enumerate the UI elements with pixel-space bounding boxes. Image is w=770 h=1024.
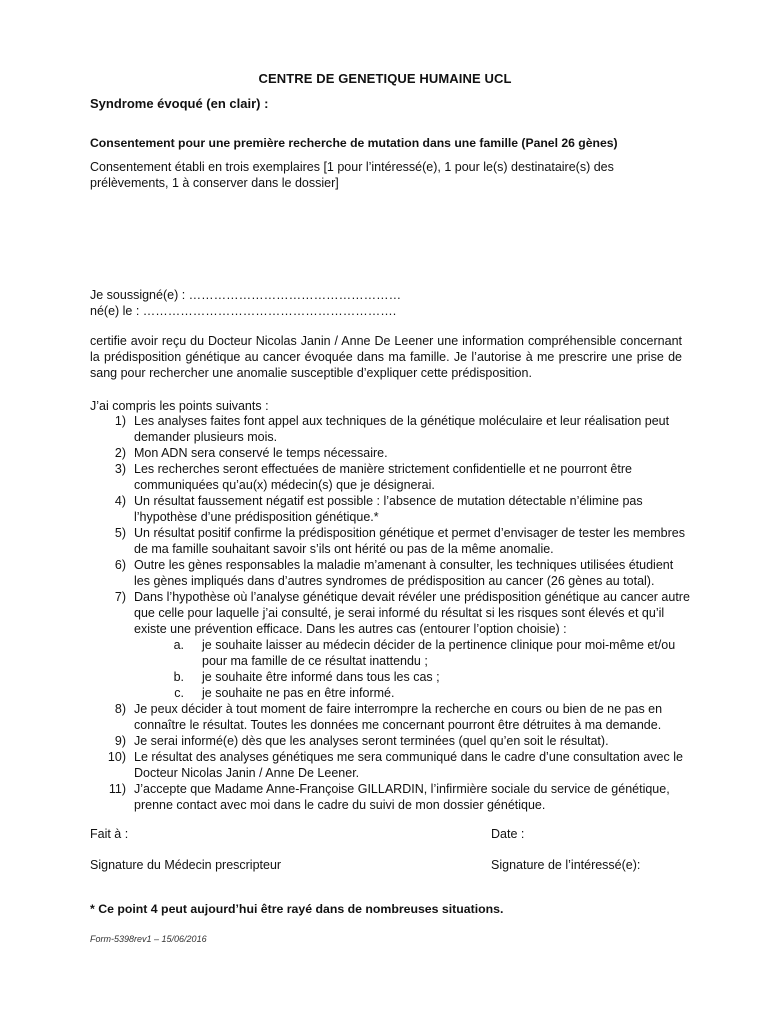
list-item [90, 701, 690, 733]
option-b[interactable] [134, 669, 690, 685]
page-title: CENTRE DE GENETIQUE HUMAINE UCL [258, 71, 512, 86]
date-field: Date : [491, 827, 525, 841]
item-number: 6) [114, 558, 126, 572]
copies-statement: Consentement établi en trois exemplaires [1 pour l’intéressé(e), 1 pour le(s) destinataire(s) des prélèvements, 1 à conserver dans le dossier] [90, 160, 614, 190]
list-item [90, 781, 690, 813]
list-item [90, 461, 690, 493]
item-text: Dans l’hypothèse où l’analyse génétique devait révéler une prédisposition génétique au cancer autre que celle pour laquelle j’ai consulté, je serai informé du résultat si les risques sont élevés et qu’il existe une prévention efficace. Dans les autres cas (entourer l’option choisie) : [134, 590, 690, 636]
item-number: 9) [114, 734, 126, 748]
physician-signature-label: Signature du Médecin prescripteur [90, 858, 282, 872]
option-text: je souhaite laisser au médecin décider de la pertinence clinique pour moi-même et/ou pour ma famille de ce résultat inattendu ; [202, 638, 676, 668]
points-list [90, 413, 690, 813]
item-text: Un résultat faussement négatif est possible : l’absence de mutation détectable n’élimine pas l’hypothèse d’une prédisposition génétique.* [134, 494, 643, 524]
option-letter: a. [173, 638, 184, 652]
item-number: 10) [107, 750, 126, 764]
option-letter: c. [174, 686, 184, 700]
item-text: Outre les gènes responsables la maladie m’amenant à consulter, les techniques utilisées étudient les gènes impliqués dans d’autres syndromes de prédisposition au cancer (26 gènes au total). [134, 558, 674, 588]
list-item [90, 557, 690, 589]
option-a[interactable] [134, 637, 690, 669]
form-reference: Form-5398rev1 – 15/06/2016 [90, 934, 207, 944]
item-text: Les analyses faites font appel aux techniques de la génétique moléculaire et leur réalisation peut demander plusieurs mois. [134, 414, 670, 444]
item-text: Les recherches seront effectuées de manière strictement confidentielle et ne pourront être communiquées qu’au(x) médecin(s) que je désignerai. [134, 462, 632, 492]
item-text: Le résultat des analyses génétiques me sera communiqué dans le cadre d’une consultation avec le Docteur Nicolas Janin / Anne De Leener. [134, 750, 683, 780]
item-number: 4) [114, 494, 126, 508]
item-text: Un résultat positif confirme la prédisposition génétique et permet d’envisager de tester les membres de ma famille souhaitant savoir s’ils ont hérité ou pas de la même anomalie. [134, 526, 685, 556]
item-text: Je serai informé(e) dès que les analyses seront terminées (quel qu’en soit le résultat). [134, 734, 609, 748]
item-text: J’accepte que Madame Anne-Françoise GILLARDIN, l’infirmière sociale du service de génétique, prenne contact avec moi dans le cadre du suivi de mon dossier génétique. [134, 782, 670, 812]
list-item [90, 525, 690, 557]
item-number: 7) [114, 590, 126, 604]
option-letter: b. [173, 670, 184, 684]
option-text: je souhaite ne pas en être informé. [202, 686, 395, 700]
option-c[interactable] [134, 685, 690, 701]
option-text: je souhaite être informé dans tous les cas ; [202, 670, 440, 684]
list-item [90, 493, 690, 525]
list-item [90, 733, 690, 749]
item-number: 5) [114, 526, 126, 540]
list-item [90, 589, 690, 701]
syndrome-heading: Syndrome évoqué (en clair) : [90, 96, 269, 111]
birthdate-field: né(e) le : ……………………………………………………. [90, 304, 397, 318]
item-number: 3) [114, 462, 126, 476]
item-text: Mon ADN sera conservé le temps nécessaire. [134, 446, 388, 460]
footnote: * Ce point 4 peut aujourd’hui être rayé dans de nombreuses situations. [90, 902, 504, 916]
undersigned-field: Je soussigné(e) : …………………………………………… [90, 288, 402, 302]
list-item [90, 445, 690, 461]
certification-paragraph: certifie avoir reçu du Docteur Nicolas Janin / Anne De Leener une information compréhensible concernant la prédisposition génétique au cancer évoquée dans ma famille. Je l’autorise à me prescrire une prise de sang pour rechercher une anomalie susceptible d’expliquer cette prédisposition. [90, 334, 682, 380]
item-number: 2) [114, 446, 126, 460]
item-number: 8) [114, 702, 126, 716]
item-number: 1) [114, 414, 126, 428]
item-text: Je peux décider à tout moment de faire interrompre la recherche en cours ou bien de ne pas en connaître le résultat. Toutes les données me concernant pourront être détruites à ma demande. [134, 702, 663, 732]
list-item [90, 413, 690, 445]
consent-heading: Consentement pour une première recherche de mutation dans une famille (Panel 26 gènes) [90, 136, 618, 150]
options-list [134, 637, 690, 701]
patient-signature-label: Signature de l’intéressé(e): [491, 858, 641, 872]
item-number: 11) [108, 782, 126, 796]
list-item [90, 749, 690, 781]
place-field: Fait à : [90, 827, 129, 841]
points-intro: J’ai compris les points suivants : [90, 399, 269, 413]
